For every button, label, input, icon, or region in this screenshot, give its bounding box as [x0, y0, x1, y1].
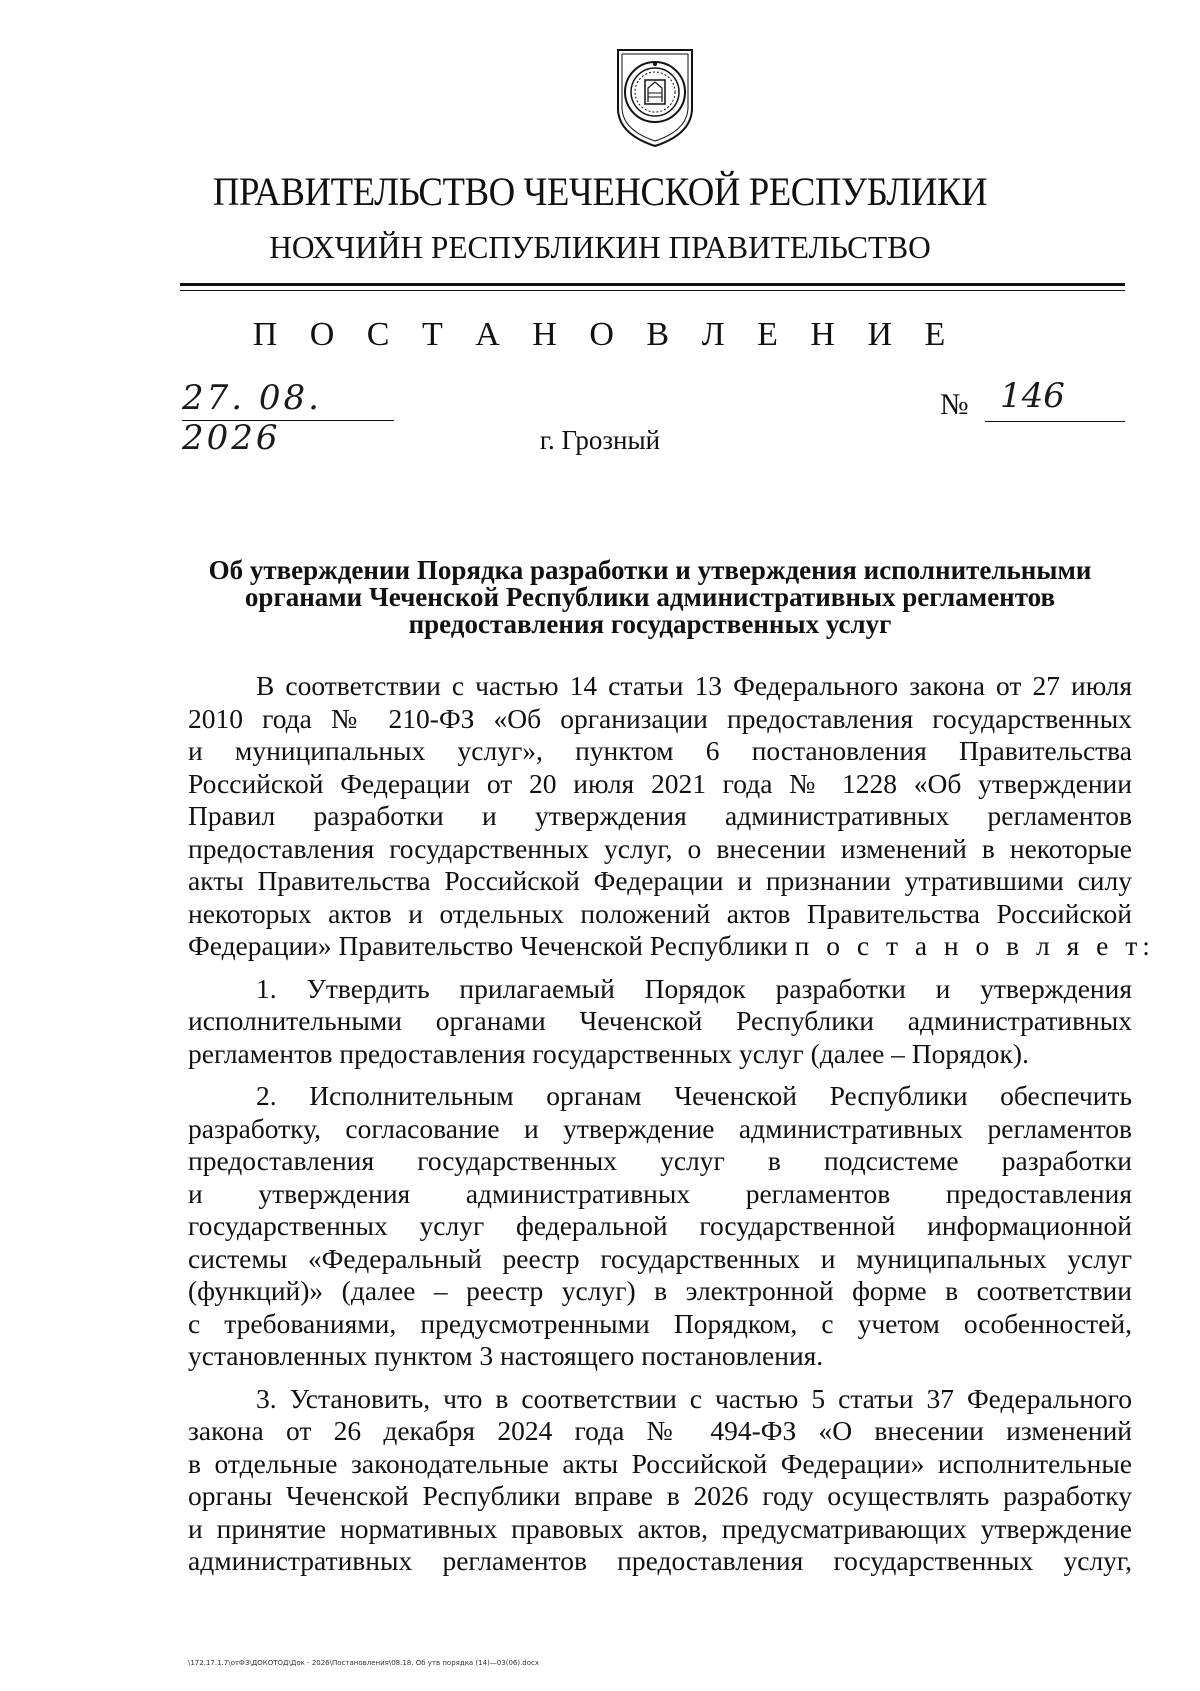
title-line: органами Чеченской Республики административных регламентов	[244, 582, 1056, 612]
date-underline	[182, 420, 394, 421]
header-divider-thick	[180, 283, 1125, 286]
document-title	[170, 557, 1130, 638]
text-line: органы Чеченской Республики вправе в 2026 году осуществлять разработку	[188, 1480, 1132, 1511]
text-line: 2010 года № 210-ФЗ «Об организации предоставления государственных	[188, 702, 1132, 734]
document-city: г. Грозный	[539, 425, 661, 455]
text-line: и утверждения административных регламентов предоставления	[188, 1177, 1132, 1209]
text-line: предоставления государственных услуг, о внесении изменений в некоторые	[188, 832, 1132, 864]
number-sign: №	[940, 388, 969, 421]
chechen-republic-coat-of-arms-icon	[612, 46, 698, 150]
text-line: 3. Установить, что в соответствии с частью 5 статьи 37 Федерального	[256, 1382, 1132, 1414]
text-line: системы «Федеральный реестр государственных и муниципальных услуг	[188, 1242, 1132, 1274]
point-2	[188, 1080, 1132, 1373]
preamble-paragraph	[188, 670, 1155, 963]
government-name-chechen: НОХЧИЙН РЕСПУБЛИКИН ПРАВИТЕЛЬСТВО	[269, 229, 931, 265]
document-number: 146	[1000, 376, 1065, 416]
government-name-russian: ПРАВИТЕЛЬСТВО ЧЕЧЕНСКОЙ РЕСПУБЛИКИ	[212, 169, 988, 214]
text-line: государственных услуг федеральной государственной информационной	[188, 1210, 1132, 1241]
text-line: в отдельные законодательные акты Российской Федерации» исполнительные	[188, 1447, 1132, 1479]
header-divider-thin	[180, 290, 1125, 291]
point-1	[188, 973, 1132, 1071]
text-line: Правил разработки и утверждения административных регламентов	[188, 800, 1132, 831]
document-type: П О С Т А Н О В Л Е Н И Е	[252, 316, 958, 353]
text-line	[188, 930, 1155, 963]
text-line: некоторых актов и отдельных положений актов Правительства Российской	[188, 897, 1132, 929]
text-line: и муниципальных услуг», пунктом 6 постановления Правительства	[188, 735, 1132, 766]
text-line: 2. Исполнительным органам Чеченской Республики обеспечить	[256, 1080, 1132, 1111]
file-path-footer: \172.17.1.7\отФЗ\ДОКОТОД\Док - 2026\Постановления\08.18. Об утв порядка (14)—03(06).docx	[188, 1659, 540, 1667]
text-line: с требованиями, предусмотренными Порядком, с учетом особенностей,	[188, 1307, 1132, 1339]
resolves-word: п о с т а н о в л я е т:	[794, 930, 1155, 961]
text-line: административных регламентов предоставления государственных услуг,	[188, 1545, 1132, 1576]
text-line: и принятие нормативных правовых актов, предусматривающих утверждение	[188, 1512, 1132, 1544]
text-line: акты Правительства Российской Федерации и признании утратившими силу	[188, 865, 1132, 896]
document-body	[188, 670, 1155, 1578]
title-line: Об утверждении Порядка разработки и утверждения исполнительными	[208, 555, 1092, 585]
text-line: установленных пунктом 3 настоящего постановления.	[188, 1340, 824, 1371]
text-line: разработку, согласование и утверждение административных регламентов	[188, 1112, 1132, 1144]
text-line: регламентов предоставления государственных услуг (далее – Порядок).	[188, 1037, 1029, 1069]
title-line: предоставления государственных услуг	[408, 609, 892, 639]
text-line: исполнительными органами Чеченской Республики административных	[188, 1005, 1132, 1036]
text-line: (функций)» (далее – реестр услуг) в электронной форме в соответствии	[188, 1275, 1132, 1306]
text-line: предоставления государственных услуг в подсистеме разработки	[188, 1145, 1132, 1176]
text-line: закона от 26 декабря 2024 года № 494-ФЗ «О внесении изменений	[188, 1415, 1132, 1446]
text-line: 1. Утвердить прилагаемый Порядок разработки и утверждения	[256, 972, 1132, 1004]
document-date: 27. 08. 2026	[182, 378, 322, 458]
text-line: В соответствии с частью 14 статьи 13 Федерального закона от 27 июля	[256, 670, 1132, 701]
number-underline	[985, 421, 1125, 422]
text-line: Российской Федерации от 20 июля 2021 года № 1228 «Об утверждении	[188, 767, 1132, 799]
preamble-tail: Федерации» Правительство Чеченской Республики	[188, 930, 795, 961]
point-3	[188, 1383, 1132, 1578]
